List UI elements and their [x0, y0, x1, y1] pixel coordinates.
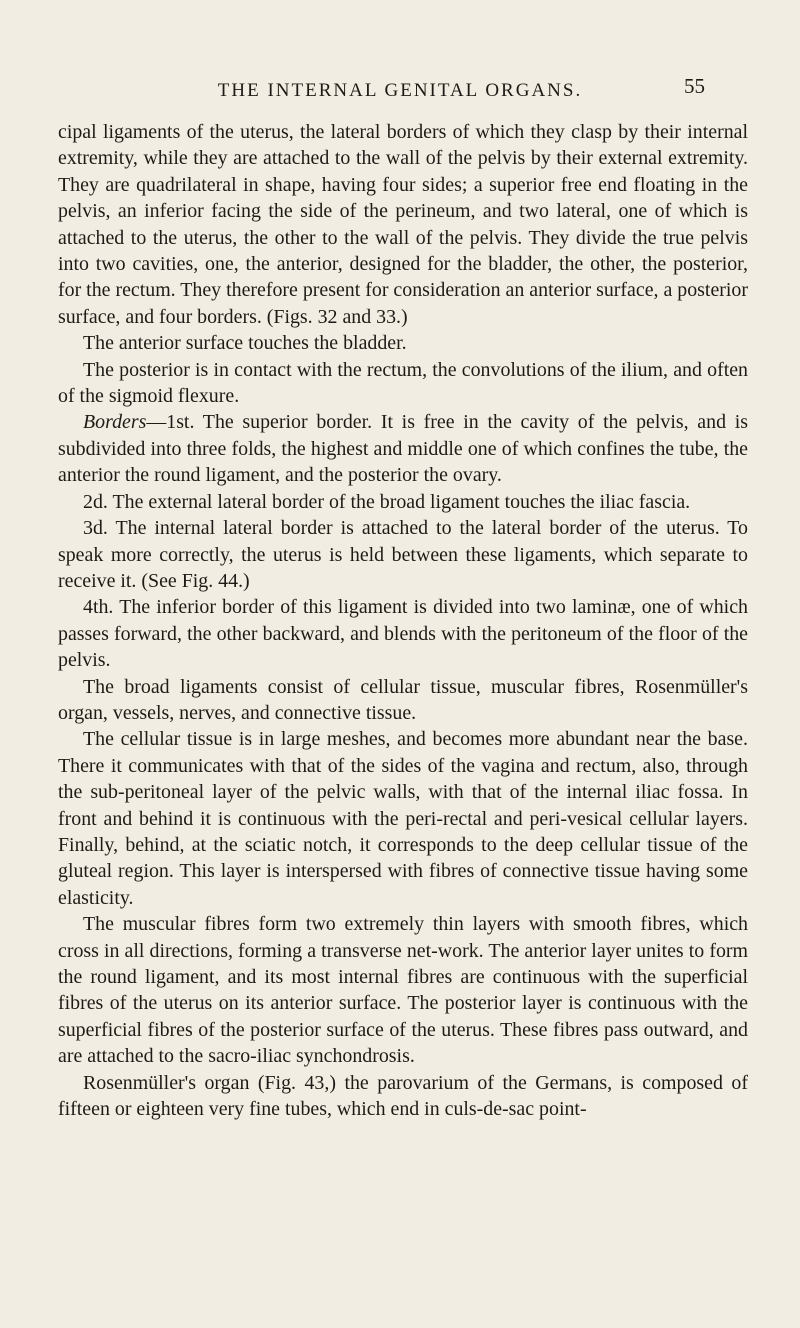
paragraph: The broad ligaments consist of cellular tissue, muscular fibres, Rosenmüller's organ, vessels, nerves, and connective tissue. — [58, 675, 748, 724]
section-heading-borders: Borders — [83, 411, 147, 434]
paragraph: 4th. The inferior border of this ligament is divided into two laminæ, one of which passes forward, the other backward, and blends with the peritoneum of the floor of the pelvis. — [58, 596, 748, 672]
paragraph: The anterior surface touches the bladder. — [83, 332, 407, 355]
running-head: THE INTERNAL GENITAL ORGANS. — [217, 80, 583, 101]
paragraph: The muscular fibres form two extremely thin layers with smooth fibres, which cross in all directions, forming a transverse net-work. The anterior layer unites to form the round ligament, and its most internal fibres are continuous with the superficial fibres of the uterus on its anterior surface. The posterior layer is continuous with the superficial fibres of the posterior surface of the uterus. These fibres pass outward, and are attached to the sacro-iliac synchondrosis. — [58, 913, 748, 1068]
paragraph: The posterior is in contact with the rectum, the convolutions of the ilium, and often of the sigmoid flexure. — [58, 358, 748, 408]
body-text — [58, 119, 748, 1122]
paragraph-text: 1st. The superior border. It is free in the cavity of the pelvis, and is subdivided into three folds, the highest and middle one of which confines the tube, the anterior the round ligament, and the posterior the ovary. — [58, 411, 748, 487]
page-number: 55 — [684, 74, 705, 98]
paragraph: 3d. The internal lateral border is attached to the lateral border of the uterus. To speak more correctly, the uterus is held between these ligaments, which separate to receive it. (See Fig. 44.) — [58, 517, 748, 592]
paragraph: cipal ligaments of the uterus, the lateral borders of which they clasp by their internal extremity, while they are attached to the wall of the pelvis by their external extremity. They are quadrilateral in shape, having four sides; a superior free end floating in the pelvis, an inferior facing the side of the perineum, and two lateral, one of which is attached to the uterus, the other to the wall of the pelvis. They divide the true pelvis into two cavities, one, the anterior, designed for the bladder, the other, the posterior, for the rectum. They therefore present for consideration an anterior surface, a posterior surface, and four borders. (Figs. 32 and 33.) — [58, 121, 748, 328]
paragraph: Borders—1st. The superior border. It is free in the cavity of the pelvis, and is subdivided into three folds, the highest and middle one of which confines the tube, the anterior the round ligament, and the posterior the ovary. — [58, 411, 748, 487]
paragraph: 2d. The external lateral border of the broad ligament touches the iliac fascia. — [83, 490, 691, 513]
paragraph: The cellular tissue is in large meshes, and becomes more abundant near the base. There it communicates with that of the sides of the vagina and rectum, also, through the sub-peritoneal layer of the pelvic walls, with that of the internal iliac fossa. In front and behind it is continuous with the peri-rectal and peri-vesical cellular layers. Finally, behind, at the sciatic notch, it corresponds to the deep cellular tissue of the gluteal region. This layer is interspersed with fibres of connective tissue having some elasticity. — [58, 728, 748, 909]
paragraph: Rosenmüller's organ (Fig. 43,) the parovarium of the Germans, is composed of fifteen or eighteen very fine tubes, which end in culs-de-sac point- — [58, 1071, 748, 1121]
